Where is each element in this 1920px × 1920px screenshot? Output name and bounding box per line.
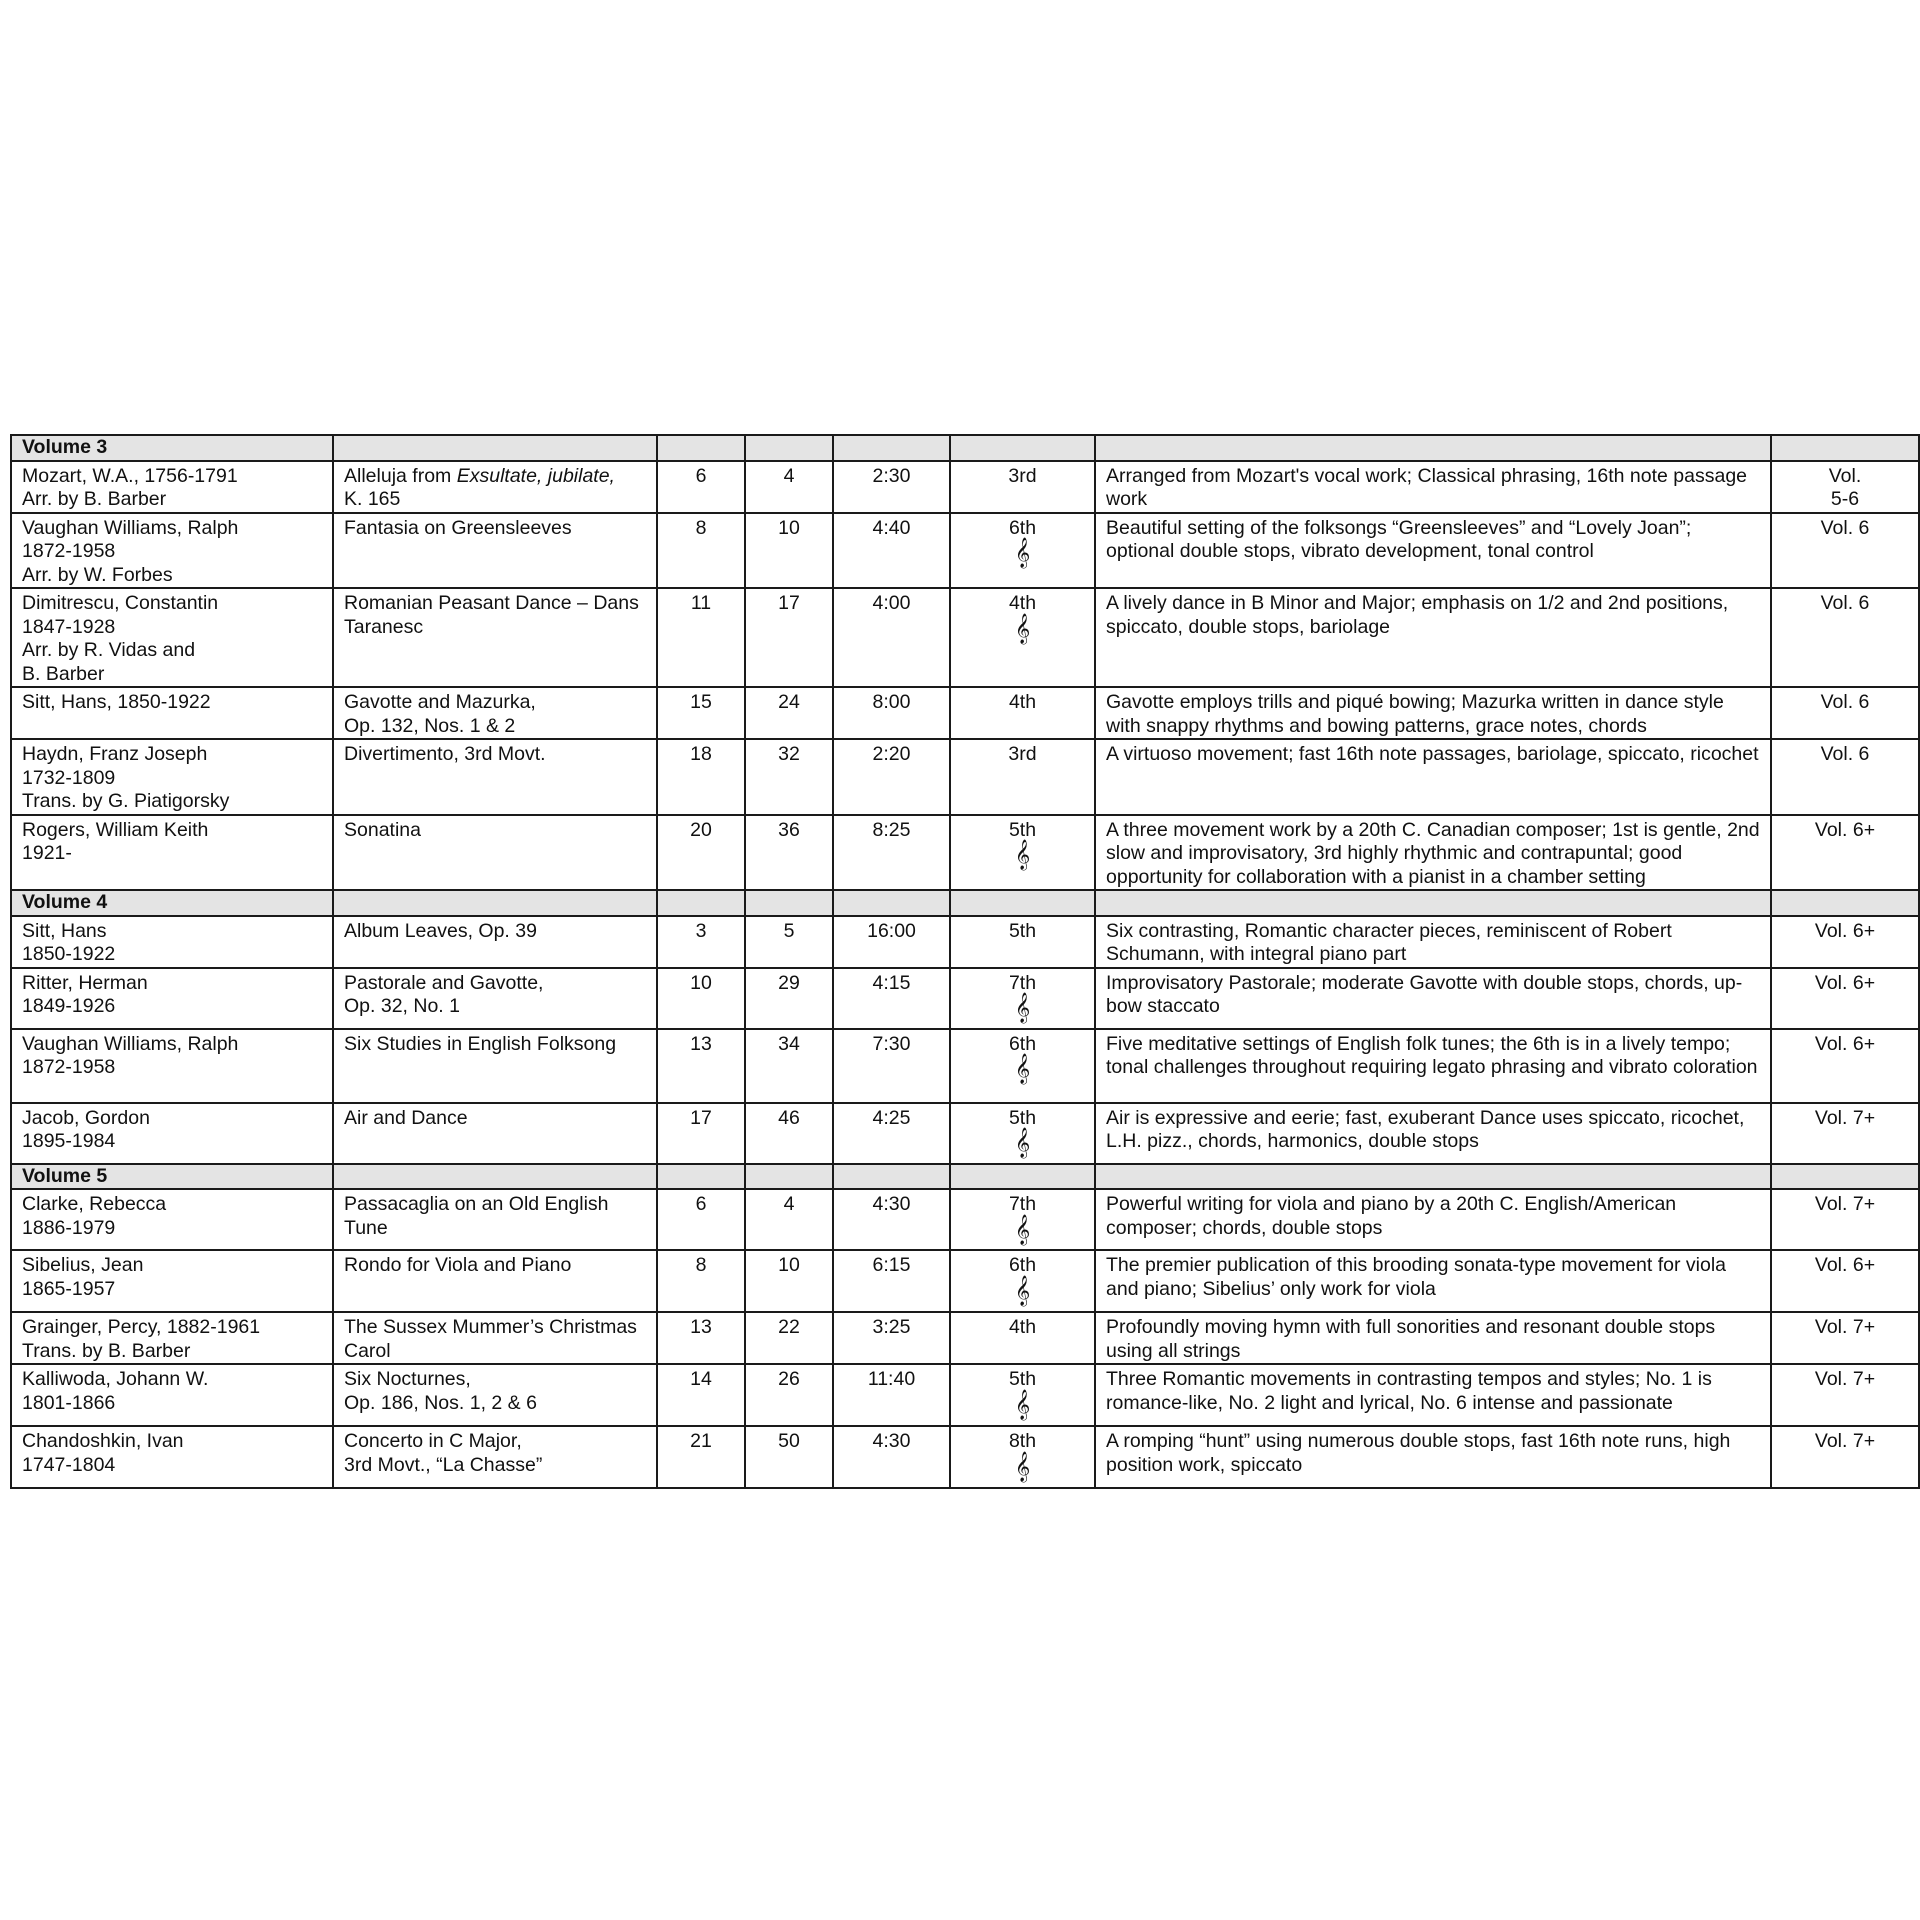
position-cell	[950, 1364, 1095, 1426]
table-row	[11, 968, 1919, 1029]
level-cell: Vol. 6+	[1771, 916, 1919, 968]
volume-header-cell	[1771, 1164, 1919, 1190]
position-text: 8th	[1008, 1430, 1037, 1452]
level-cell: Vol. 6+	[1771, 1029, 1919, 1103]
position-cell	[950, 1312, 1095, 1364]
table-row	[11, 1364, 1919, 1426]
position-cell	[950, 588, 1095, 687]
table-row	[11, 1426, 1919, 1488]
title-cell: Six Nocturnes, Op. 186, Nos. 1, 2 & 6	[333, 1364, 657, 1426]
position-text: 6th	[1008, 1032, 1037, 1055]
treble-clef-icon: 𝄞	[1014, 613, 1031, 644]
description-cell: Three Romantic movements in contrasting tempos and styles; No. 1 is romance-like, No. 2 light and lyrical, No. 6 intense and passionate	[1095, 1364, 1771, 1426]
volume-header-cell	[950, 435, 1095, 461]
composer-cell: Dimitrescu, Constantin 1847-1928 Arr. by R. Vidas and B. Barber	[11, 588, 333, 687]
volume-header-cell	[1095, 890, 1771, 916]
composer-cell: Haydn, Franz Joseph 1732-1809 Trans. by G. Piatigorsky	[11, 739, 333, 815]
volume-header-cell	[745, 890, 833, 916]
duration-cell: 8:25	[833, 815, 950, 891]
volume-header-cell	[333, 1164, 657, 1190]
description-cell: A lively dance in B Minor and Major; emphasis on 1/2 and 2nd positions, spiccato, double stops, bariolage	[1095, 588, 1771, 687]
duration-cell: 8:00	[833, 687, 950, 739]
title-text: Alleluja from	[344, 464, 457, 487]
score-page-cell: 3	[657, 916, 745, 968]
treble-clef-icon: 𝄞	[1014, 993, 1031, 1023]
treble-clef-icon: 𝄞	[1014, 1128, 1031, 1158]
position-cell	[950, 1250, 1095, 1312]
composer-cell: Vaughan Williams, Ralph 1872-1958	[11, 1029, 333, 1103]
part-page-cell: 24	[745, 687, 833, 739]
volume-header-cell	[657, 1164, 745, 1190]
position-text: 7th	[1008, 971, 1037, 994]
level-cell: Vol. 6	[1771, 739, 1919, 815]
repertoire-table	[10, 434, 1920, 1489]
level-cell: Vol. 7+	[1771, 1364, 1919, 1426]
level-cell: Vol. 6	[1771, 687, 1919, 739]
duration-cell: 7:30	[833, 1029, 950, 1103]
description-cell: Beautiful setting of the folksongs “Greensleeves” and “Lovely Joan”; optional double stops, vibrato development, tonal control	[1095, 513, 1771, 589]
volume-label: Volume 4	[11, 890, 333, 916]
table-row	[11, 461, 1919, 513]
position-text: 5th	[1008, 919, 1037, 942]
table-row	[11, 815, 1919, 891]
position-cell	[950, 513, 1095, 589]
duration-cell: 4:40	[833, 513, 950, 589]
position-cell	[950, 461, 1095, 513]
table-row	[11, 1029, 1919, 1103]
table-row	[11, 687, 1919, 739]
part-page-cell: 26	[745, 1364, 833, 1426]
volume-label: Volume 3	[11, 435, 333, 461]
position-text: 7th	[1008, 1193, 1037, 1215]
part-page-cell: 4	[745, 1189, 833, 1250]
position-text: 3rd	[1008, 464, 1037, 487]
position-text: 4th	[1008, 691, 1037, 713]
composer-cell: Grainger, Percy, 1882-1961 Trans. by B. Barber	[11, 1312, 333, 1364]
title-italic-text: Exsultate, jubilate,	[456, 464, 615, 487]
part-page-cell: 32	[745, 739, 833, 815]
volume-header-cell	[833, 1164, 950, 1190]
title-cell: Romanian Peasant Dance – Dans Taranesc	[333, 588, 657, 687]
part-page-cell: 22	[745, 1312, 833, 1364]
score-page-cell: 6	[657, 1189, 745, 1250]
position-cell	[950, 1426, 1095, 1488]
volume-header-cell	[657, 890, 745, 916]
volume-header-cell	[1095, 1164, 1771, 1190]
duration-cell: 2:30	[833, 461, 950, 513]
volume-header-cell	[950, 1164, 1095, 1190]
composer-cell: Sitt, Hans, 1850-1922	[11, 687, 333, 739]
duration-cell: 2:20	[833, 739, 950, 815]
position-text: 6th	[1008, 516, 1037, 539]
level-cell: Vol. 7+	[1771, 1103, 1919, 1164]
score-page-cell: 6	[657, 461, 745, 513]
title-cell: Pastorale and Gavotte, Op. 32, No. 1	[333, 968, 657, 1029]
volume-header-cell	[1771, 435, 1919, 461]
volume-header-cell	[833, 435, 950, 461]
position-cell	[950, 687, 1095, 739]
level-cell: Vol. 6	[1771, 588, 1919, 687]
score-page-cell: 8	[657, 513, 745, 589]
volume-header-cell	[833, 890, 950, 916]
volume-header-cell	[1771, 890, 1919, 916]
volume-header-cell	[657, 435, 745, 461]
level-cell: Vol. 6	[1771, 513, 1919, 589]
description-cell: A romping “hunt” using numerous double stops, fast 16th note runs, high position work, spiccato	[1095, 1426, 1771, 1488]
treble-clef-icon: 𝄞	[1014, 538, 1031, 568]
score-page-cell: 8	[657, 1250, 745, 1312]
treble-clef-icon: 𝄞	[1014, 1389, 1031, 1420]
level-cell: Vol. 7+	[1771, 1189, 1919, 1250]
title-cell: Six Studies in English Folksong	[333, 1029, 657, 1103]
score-page-cell: 13	[657, 1029, 745, 1103]
level-cell: Vol. 5-6	[1771, 461, 1919, 513]
score-page-cell: 11	[657, 588, 745, 687]
score-page-cell: 20	[657, 815, 745, 891]
level-cell: Vol. 7+	[1771, 1426, 1919, 1488]
treble-clef-icon: 𝄞	[1014, 1275, 1031, 1306]
title-cell: Concerto in C Major, 3rd Movt., “La Chasse”	[333, 1426, 657, 1488]
title-cell: Rondo for Viola and Piano	[333, 1250, 657, 1312]
composer-cell: Kalliwoda, Johann W. 1801-1866	[11, 1364, 333, 1426]
description-cell: A virtuoso movement; fast 16th note passages, bariolage, spiccato, ricochet	[1095, 739, 1771, 815]
table-row	[11, 739, 1919, 815]
composer-cell: Sibelius, Jean 1865-1957	[11, 1250, 333, 1312]
volume-header-row	[11, 890, 1919, 916]
duration-cell: 6:15	[833, 1250, 950, 1312]
part-page-cell: 17	[745, 588, 833, 687]
volume-header-row	[11, 435, 1919, 461]
part-page-cell: 34	[745, 1029, 833, 1103]
table-body	[11, 435, 1919, 1488]
position-cell	[950, 916, 1095, 968]
position-text: 5th	[1008, 1106, 1037, 1129]
level-cell: Vol. 7+	[1771, 1312, 1919, 1364]
table-row	[11, 1189, 1919, 1250]
description-cell: Improvisatory Pastorale; moderate Gavotte with double stops, chords, up-bow staccato	[1095, 968, 1771, 1029]
title-text-suffix: K. 165	[344, 488, 401, 510]
title-cell: Gavotte and Mazurka, Op. 132, Nos. 1 & 2	[333, 687, 657, 739]
description-cell: Six contrasting, Romantic character pieces, reminiscent of Robert Schumann, with integral piano part	[1095, 916, 1771, 968]
level-cell: Vol. 6+	[1771, 968, 1919, 1029]
description-cell: Five meditative settings of English folk tunes; the 6th is in a lively tempo; tonal challenges throughout requiring legato phrasing and vibrato coloration	[1095, 1029, 1771, 1103]
volume-header-row	[11, 1164, 1919, 1190]
composer-cell: Sitt, Hans 1850-1922	[11, 916, 333, 968]
description-cell: Arranged from Mozart's vocal work; Classical phrasing, 16th note passage work	[1095, 461, 1771, 513]
treble-clef-icon: 𝄞	[1014, 840, 1031, 870]
duration-cell: 11:40	[833, 1364, 950, 1426]
position-text: 5th	[1008, 1368, 1037, 1390]
part-page-cell: 36	[745, 815, 833, 891]
position-text: 6th	[1008, 1254, 1037, 1276]
score-page-cell: 15	[657, 687, 745, 739]
score-page-cell: 21	[657, 1426, 745, 1488]
volume-label: Volume 5	[11, 1164, 333, 1190]
volume-header-cell	[333, 890, 657, 916]
part-page-cell: 10	[745, 1250, 833, 1312]
level-cell: Vol. 6+	[1771, 1250, 1919, 1312]
composer-cell: Jacob, Gordon 1895-1984	[11, 1103, 333, 1164]
treble-clef-icon: 𝄞	[1014, 1451, 1031, 1482]
position-text: 4th	[1008, 592, 1037, 614]
score-page-cell: 17	[657, 1103, 745, 1164]
duration-cell: 4:30	[833, 1426, 950, 1488]
table-row	[11, 916, 1919, 968]
composer-cell: Clarke, Rebecca 1886-1979	[11, 1189, 333, 1250]
duration-cell: 4:15	[833, 968, 950, 1029]
duration-cell: 4:25	[833, 1103, 950, 1164]
title-cell: Passacaglia on an Old English Tune	[333, 1189, 657, 1250]
volume-header-cell	[950, 890, 1095, 916]
score-page-cell: 14	[657, 1364, 745, 1426]
composer-cell: Mozart, W.A., 1756-1791 Arr. by B. Barber	[11, 461, 333, 513]
treble-clef-icon: 𝄞	[1014, 1214, 1031, 1245]
position-cell	[950, 968, 1095, 1029]
title-cell: Sonatina	[333, 815, 657, 891]
duration-cell: 3:25	[833, 1312, 950, 1364]
volume-header-cell	[745, 1164, 833, 1190]
composer-cell: Rogers, William Keith 1921-	[11, 815, 333, 891]
title-cell: Air and Dance	[333, 1103, 657, 1164]
title-cell	[333, 461, 657, 513]
table-row	[11, 1250, 1919, 1312]
volume-header-cell	[745, 435, 833, 461]
volume-header-cell	[1095, 435, 1771, 461]
table-row	[11, 513, 1919, 589]
level-cell: Vol. 6+	[1771, 815, 1919, 891]
description-cell: Powerful writing for viola and piano by a 20th C. English/American composer; chords, double stops	[1095, 1189, 1771, 1250]
part-page-cell: 46	[745, 1103, 833, 1164]
part-page-cell: 5	[745, 916, 833, 968]
description-cell: Gavotte employs trills and piqué bowing; Mazurka written in dance style with snappy rhythms and bowing patterns, grace notes, chords	[1095, 687, 1771, 739]
composer-cell: Vaughan Williams, Ralph 1872-1958 Arr. by W. Forbes	[11, 513, 333, 589]
title-cell: Divertimento, 3rd Movt.	[333, 739, 657, 815]
position-cell	[950, 1189, 1095, 1250]
composer-cell: Ritter, Herman 1849-1926	[11, 968, 333, 1029]
composer-cell: Chandoshkin, Ivan 1747-1804	[11, 1426, 333, 1488]
position-text: 3rd	[1008, 743, 1037, 765]
score-page-cell: 13	[657, 1312, 745, 1364]
position-cell	[950, 1029, 1095, 1103]
table-row	[11, 1312, 1919, 1364]
title-cell: Fantasia on Greensleeves	[333, 513, 657, 589]
position-cell	[950, 1103, 1095, 1164]
position-text: 5th	[1008, 818, 1037, 841]
title-cell: Album Leaves, Op. 39	[333, 916, 657, 968]
description-cell: The premier publication of this brooding sonata-type movement for viola and piano; Sibelius’ only work for viola	[1095, 1250, 1771, 1312]
part-page-cell: 50	[745, 1426, 833, 1488]
position-text: 4th	[1008, 1316, 1037, 1338]
duration-cell: 16:00	[833, 916, 950, 968]
part-page-cell: 29	[745, 968, 833, 1029]
score-page-cell: 18	[657, 739, 745, 815]
part-page-cell: 10	[745, 513, 833, 589]
position-cell	[950, 815, 1095, 891]
description-cell: Profoundly moving hymn with full sonorities and resonant double stops using all strings	[1095, 1312, 1771, 1364]
score-page-cell: 10	[657, 968, 745, 1029]
duration-cell: 4:00	[833, 588, 950, 687]
duration-cell: 4:30	[833, 1189, 950, 1250]
treble-clef-icon: 𝄞	[1014, 1054, 1031, 1084]
title-cell: The Sussex Mummer’s Christmas Carol	[333, 1312, 657, 1364]
table-row	[11, 1103, 1919, 1164]
position-cell	[950, 739, 1095, 815]
description-cell: Air is expressive and eerie; fast, exuberant Dance uses spiccato, ricochet, L.H. pizz., chords, harmonics, double stops	[1095, 1103, 1771, 1164]
part-page-cell: 4	[745, 461, 833, 513]
table-row	[11, 588, 1919, 687]
volume-header-cell	[333, 435, 657, 461]
description-cell: A three movement work by a 20th C. Canadian composer; 1st is gentle, 2nd slow and improvisatory, 3rd highly rhythmic and contrapuntal; good opportunity for collaboration with a pianist in a chamber setting	[1095, 815, 1771, 891]
